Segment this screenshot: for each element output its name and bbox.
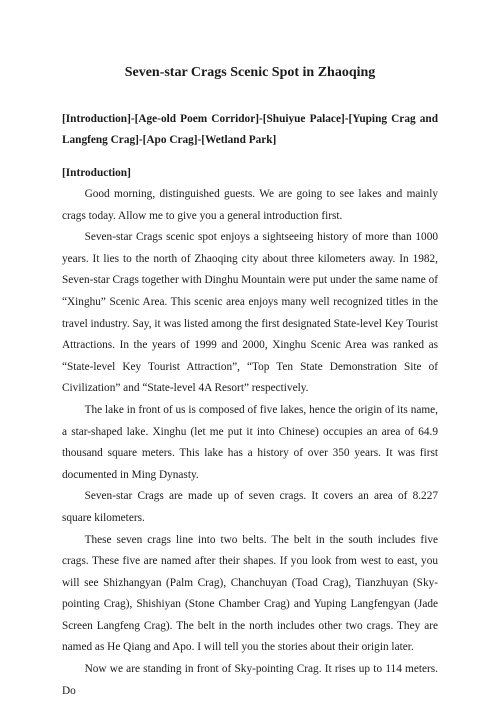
section-navigation-line: [Introduction]-[Age-old Poem Corridor]-[Shuiyue Palace]-[Yuping Crag and Langfeng Crag]-[Apo Crag]-[Wetland Park] <box>62 113 438 146</box>
paragraph: The lake in front of us is composed of five lakes, hence the origin of its name, a star-shaped lake. Xinghu (let me put it into Chinese) occupies an area of 64.9 thousand square meters. This lake has a history of over 350 years. It was first documented in Ming Dynasty. <box>62 403 438 481</box>
section-heading: [Introduction] <box>62 167 131 179</box>
paragraph: Seven-star Crags are made up of seven crags. It covers an area of 8.227 square kilometers. <box>62 490 438 524</box>
paragraph: Now we are standing in front of Sky-pointing Crag. It rises up to 114 meters. Do <box>62 663 438 697</box>
paragraph: Good morning, distinguished guests. We are going to see lakes and mainly crags today. Allow me to give you a general introduction first. <box>62 188 438 222</box>
page-title: Seven-star Crags Scenic Spot in Zhaoqing <box>124 65 376 80</box>
paragraph: These seven crags line into two belts. The belt in the south includes five crags. These five are named after their shapes. If you look from west to east, you will see Shizhangyan (Palm Crag), Chanchuyan (Toad Crag), Tianzhuyan (Sky-pointing Crag), Shishiyan (Stone Chamber Crag) and Yuping Langfengyan (Jade Screen Langfeng Crag). The belt in the north includes other two crags. They are named as He Qiang and Apo. I will tell you the stories about their origin later. <box>62 533 438 654</box>
paragraph: Seven-star Crags scenic spot enjoys a sightseeing history of more than 1000 years. It lies to the north of Zhaoqing city about three kilometers away. In 1982, Seven-star Crags together with Dinghu Mountain were put under the same name of “Xinghu” Scenic Area. This scenic area enjoys many well recognized titles in the travel industry. Say, it was listed among the first designated State-level Key Tourist Attractions. In the years of 1999 and 2000, Xinghu Scenic Area was ranked as “State-level Key Tourist Attraction”, “Top Ten State Demonstration Site of Civilization” and “State-level 4A Resort” respectively. <box>62 231 438 395</box>
